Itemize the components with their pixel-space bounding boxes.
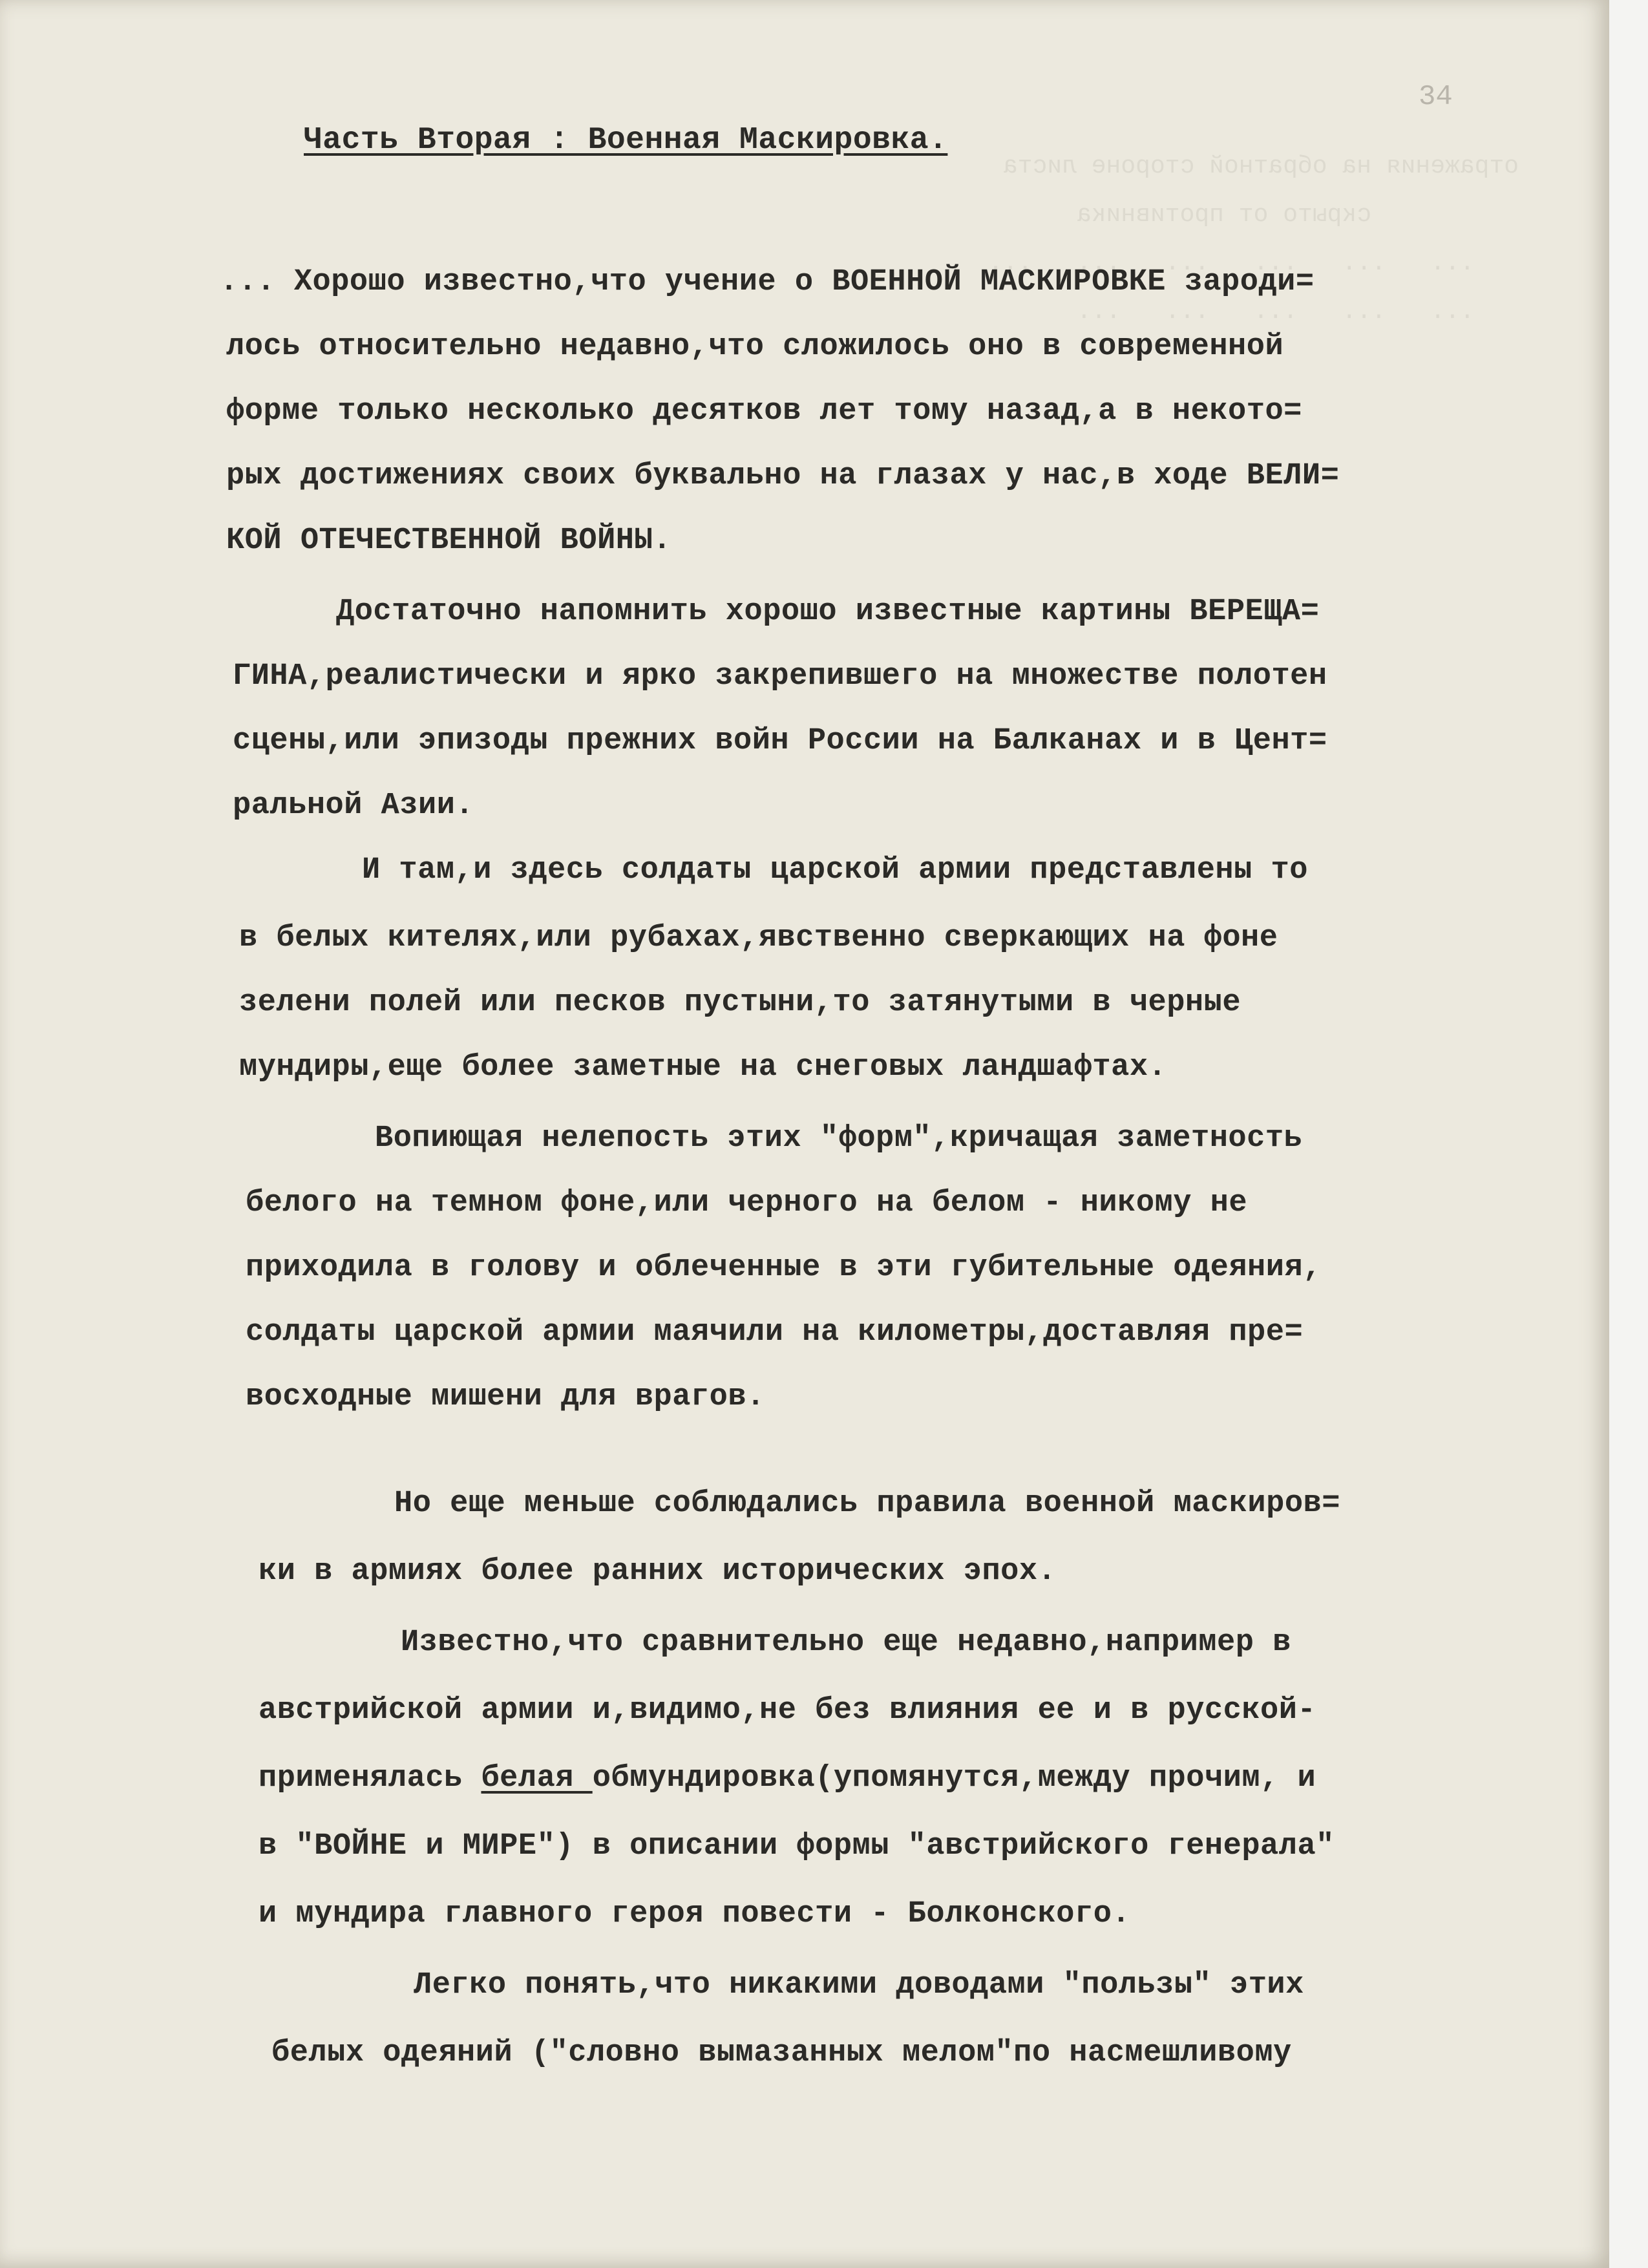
text-line-20: ки в армиях более ранних исторических эпох. (259, 1554, 1057, 1589)
text-line-7: ГИНА,реалистически и ярко закрепившего на множестве полотен (233, 659, 1327, 694)
text-line-9: ральной Азии. (233, 789, 474, 823)
reverse-side-bleed-through: отражения на обратной стороне листа скрыто от противника ... ... ... ... ... ... ... ... ... ... ... (988, 153, 1519, 326)
text-line-1: ... Хорошо известно,что учение о ВОЕННОЙ МАСКИРОВКЕ зароди= (220, 265, 1315, 299)
text-line-3: форме только несколько десятков лет тому назад,а в некото= (226, 394, 1302, 429)
text-line-23 (259, 1761, 1316, 1796)
text-line-5: КОЙ ОТЕЧЕСТВЕННОЙ ВОЙНЫ. (226, 524, 671, 558)
text-line-24: в "ВОЙНЕ и МИРЕ") в описании формы "австрийского генерала" (259, 1829, 1335, 1863)
page-title: Часть Вторая : Военная Маскировка. (304, 123, 948, 158)
text-line-6: Достаточно напомнить хорошо известные картины ВЕРЕЩА= (336, 595, 1320, 629)
text-line-10: И там,и здесь солдаты царской армии представлены то (362, 853, 1308, 887)
text-line-2: лось относительно недавно,что сложилось оно в современной (226, 330, 1284, 364)
scan-background-edge (1606, 0, 1648, 2268)
page-number: 34 (1419, 81, 1453, 113)
text-line-14: Вопиющая нелепость этих "форм",кричащая заметность (375, 1121, 1303, 1156)
text-line-17: солдаты царской армии маячили на километры,доставляя пре= (246, 1315, 1304, 1350)
text-line-21: Известно,что сравнительно еще недавно,например в (401, 1626, 1291, 1660)
text-line-11: в белых кителях,или рубахах,явственно сверкающих на фоне (239, 921, 1278, 955)
text-line-27: белых одеяний ("словно вымазанных мелом"по насмешливому (271, 2036, 1292, 2070)
text-line-23-end: обмундировка(упомянутся,между прочим, и (592, 1761, 1316, 1796)
text-line-18: восходные мишени для врагов. (246, 1380, 765, 1414)
text-line-4: рых достижениях своих буквально на глазах у нас,в ходе ВЕЛИ= (226, 459, 1340, 493)
text-line-25: и мундира главного героя повести - Болконского. (259, 1897, 1131, 1931)
text-line-23-start: применялась (259, 1761, 481, 1796)
text-line-8: сцены,или эпизоды прежних войн России на Балканах и в Цент= (233, 724, 1327, 758)
text-line-26: Легко понять,что никакими доводами "пользы" этих (414, 1968, 1304, 2002)
text-line-19: Но еще меньше соблюдались правила военной маскиров= (394, 1487, 1340, 1521)
text-line-15: белого на темном фоне,или черного на белом - никому не (246, 1186, 1248, 1220)
underlined-word: белая (481, 1761, 593, 1796)
text-line-16: приходила в голову и облеченные в эти губительные одеяния, (246, 1251, 1322, 1285)
text-line-13: мундиры,еще более заметные на снеговых ландшафтах. (239, 1050, 1167, 1085)
text-line-22: австрийской армии и,видимо,не без влияния ее и в русской- (259, 1693, 1316, 1728)
text-line-12: зелени полей или песков пустыни,то затянутыми в черные (239, 986, 1241, 1020)
